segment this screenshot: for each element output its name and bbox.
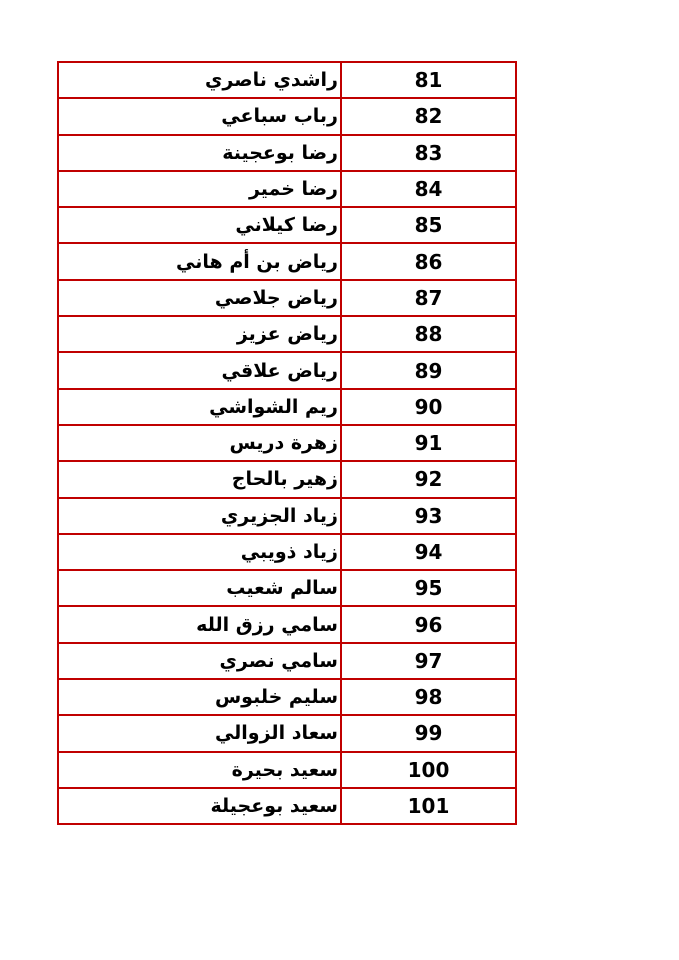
table-row bbox=[58, 98, 516, 134]
name-cell: رباب سباعي bbox=[58, 98, 341, 134]
number-cell: 98 bbox=[341, 679, 516, 715]
number-cell: 91 bbox=[341, 425, 516, 461]
table-row bbox=[58, 461, 516, 497]
name-cell: سالم شعيب bbox=[58, 570, 341, 606]
name-cell: سعيد بحيرة bbox=[58, 752, 341, 788]
table-row bbox=[58, 425, 516, 461]
table-row bbox=[58, 352, 516, 388]
name-cell: زهير بالحاج bbox=[58, 461, 341, 497]
name-cell: رياض بن أم هاني bbox=[58, 243, 341, 279]
name-cell: رضا خمير bbox=[58, 171, 341, 207]
name-cell: سليم خلبوس bbox=[58, 679, 341, 715]
table-row bbox=[58, 715, 516, 751]
name-cell: زهرة دريس bbox=[58, 425, 341, 461]
table-row bbox=[58, 570, 516, 606]
table-row bbox=[58, 135, 516, 171]
number-cell: 86 bbox=[341, 243, 516, 279]
number-cell: 87 bbox=[341, 280, 516, 316]
number-cell: 101 bbox=[341, 788, 516, 824]
table-row bbox=[58, 62, 516, 98]
name-cell: سامي نصري bbox=[58, 643, 341, 679]
number-cell: 96 bbox=[341, 606, 516, 642]
name-cell: سامي رزق الله bbox=[58, 606, 341, 642]
name-cell: رضا كيلاني bbox=[58, 207, 341, 243]
table-row bbox=[58, 498, 516, 534]
number-cell: 94 bbox=[341, 534, 516, 570]
number-cell: 93 bbox=[341, 498, 516, 534]
number-cell: 100 bbox=[341, 752, 516, 788]
number-cell: 99 bbox=[341, 715, 516, 751]
number-cell: 90 bbox=[341, 389, 516, 425]
name-cell: رياض علاقي bbox=[58, 352, 341, 388]
name-cell: رياض عزيز bbox=[58, 316, 341, 352]
name-cell: رضا بوعجينة bbox=[58, 135, 341, 171]
name-cell: سعاد الزوالي bbox=[58, 715, 341, 751]
name-cell: رياض جلاصي bbox=[58, 280, 341, 316]
table-row bbox=[58, 643, 516, 679]
table-row bbox=[58, 243, 516, 279]
number-cell: 89 bbox=[341, 352, 516, 388]
table-row bbox=[58, 752, 516, 788]
name-cell: زياد الجزيري bbox=[58, 498, 341, 534]
table-row bbox=[58, 316, 516, 352]
number-cell: 83 bbox=[341, 135, 516, 171]
names-table-body bbox=[58, 62, 516, 824]
number-cell: 95 bbox=[341, 570, 516, 606]
table-row bbox=[58, 389, 516, 425]
number-cell: 97 bbox=[341, 643, 516, 679]
name-cell: ريم الشواشي bbox=[58, 389, 341, 425]
number-cell: 92 bbox=[341, 461, 516, 497]
table-row bbox=[58, 280, 516, 316]
table-row bbox=[58, 788, 516, 824]
number-cell: 81 bbox=[341, 62, 516, 98]
name-cell: زياد ذويبي bbox=[58, 534, 341, 570]
table-row bbox=[58, 679, 516, 715]
name-cell: سعيد بوعجيلة bbox=[58, 788, 341, 824]
number-cell: 82 bbox=[341, 98, 516, 134]
number-cell: 84 bbox=[341, 171, 516, 207]
number-cell: 88 bbox=[341, 316, 516, 352]
table-row bbox=[58, 207, 516, 243]
name-cell: راشدي ناصري bbox=[58, 62, 341, 98]
names-table bbox=[57, 61, 517, 825]
table-row bbox=[58, 534, 516, 570]
table-row bbox=[58, 171, 516, 207]
number-cell: 85 bbox=[341, 207, 516, 243]
table-row bbox=[58, 606, 516, 642]
